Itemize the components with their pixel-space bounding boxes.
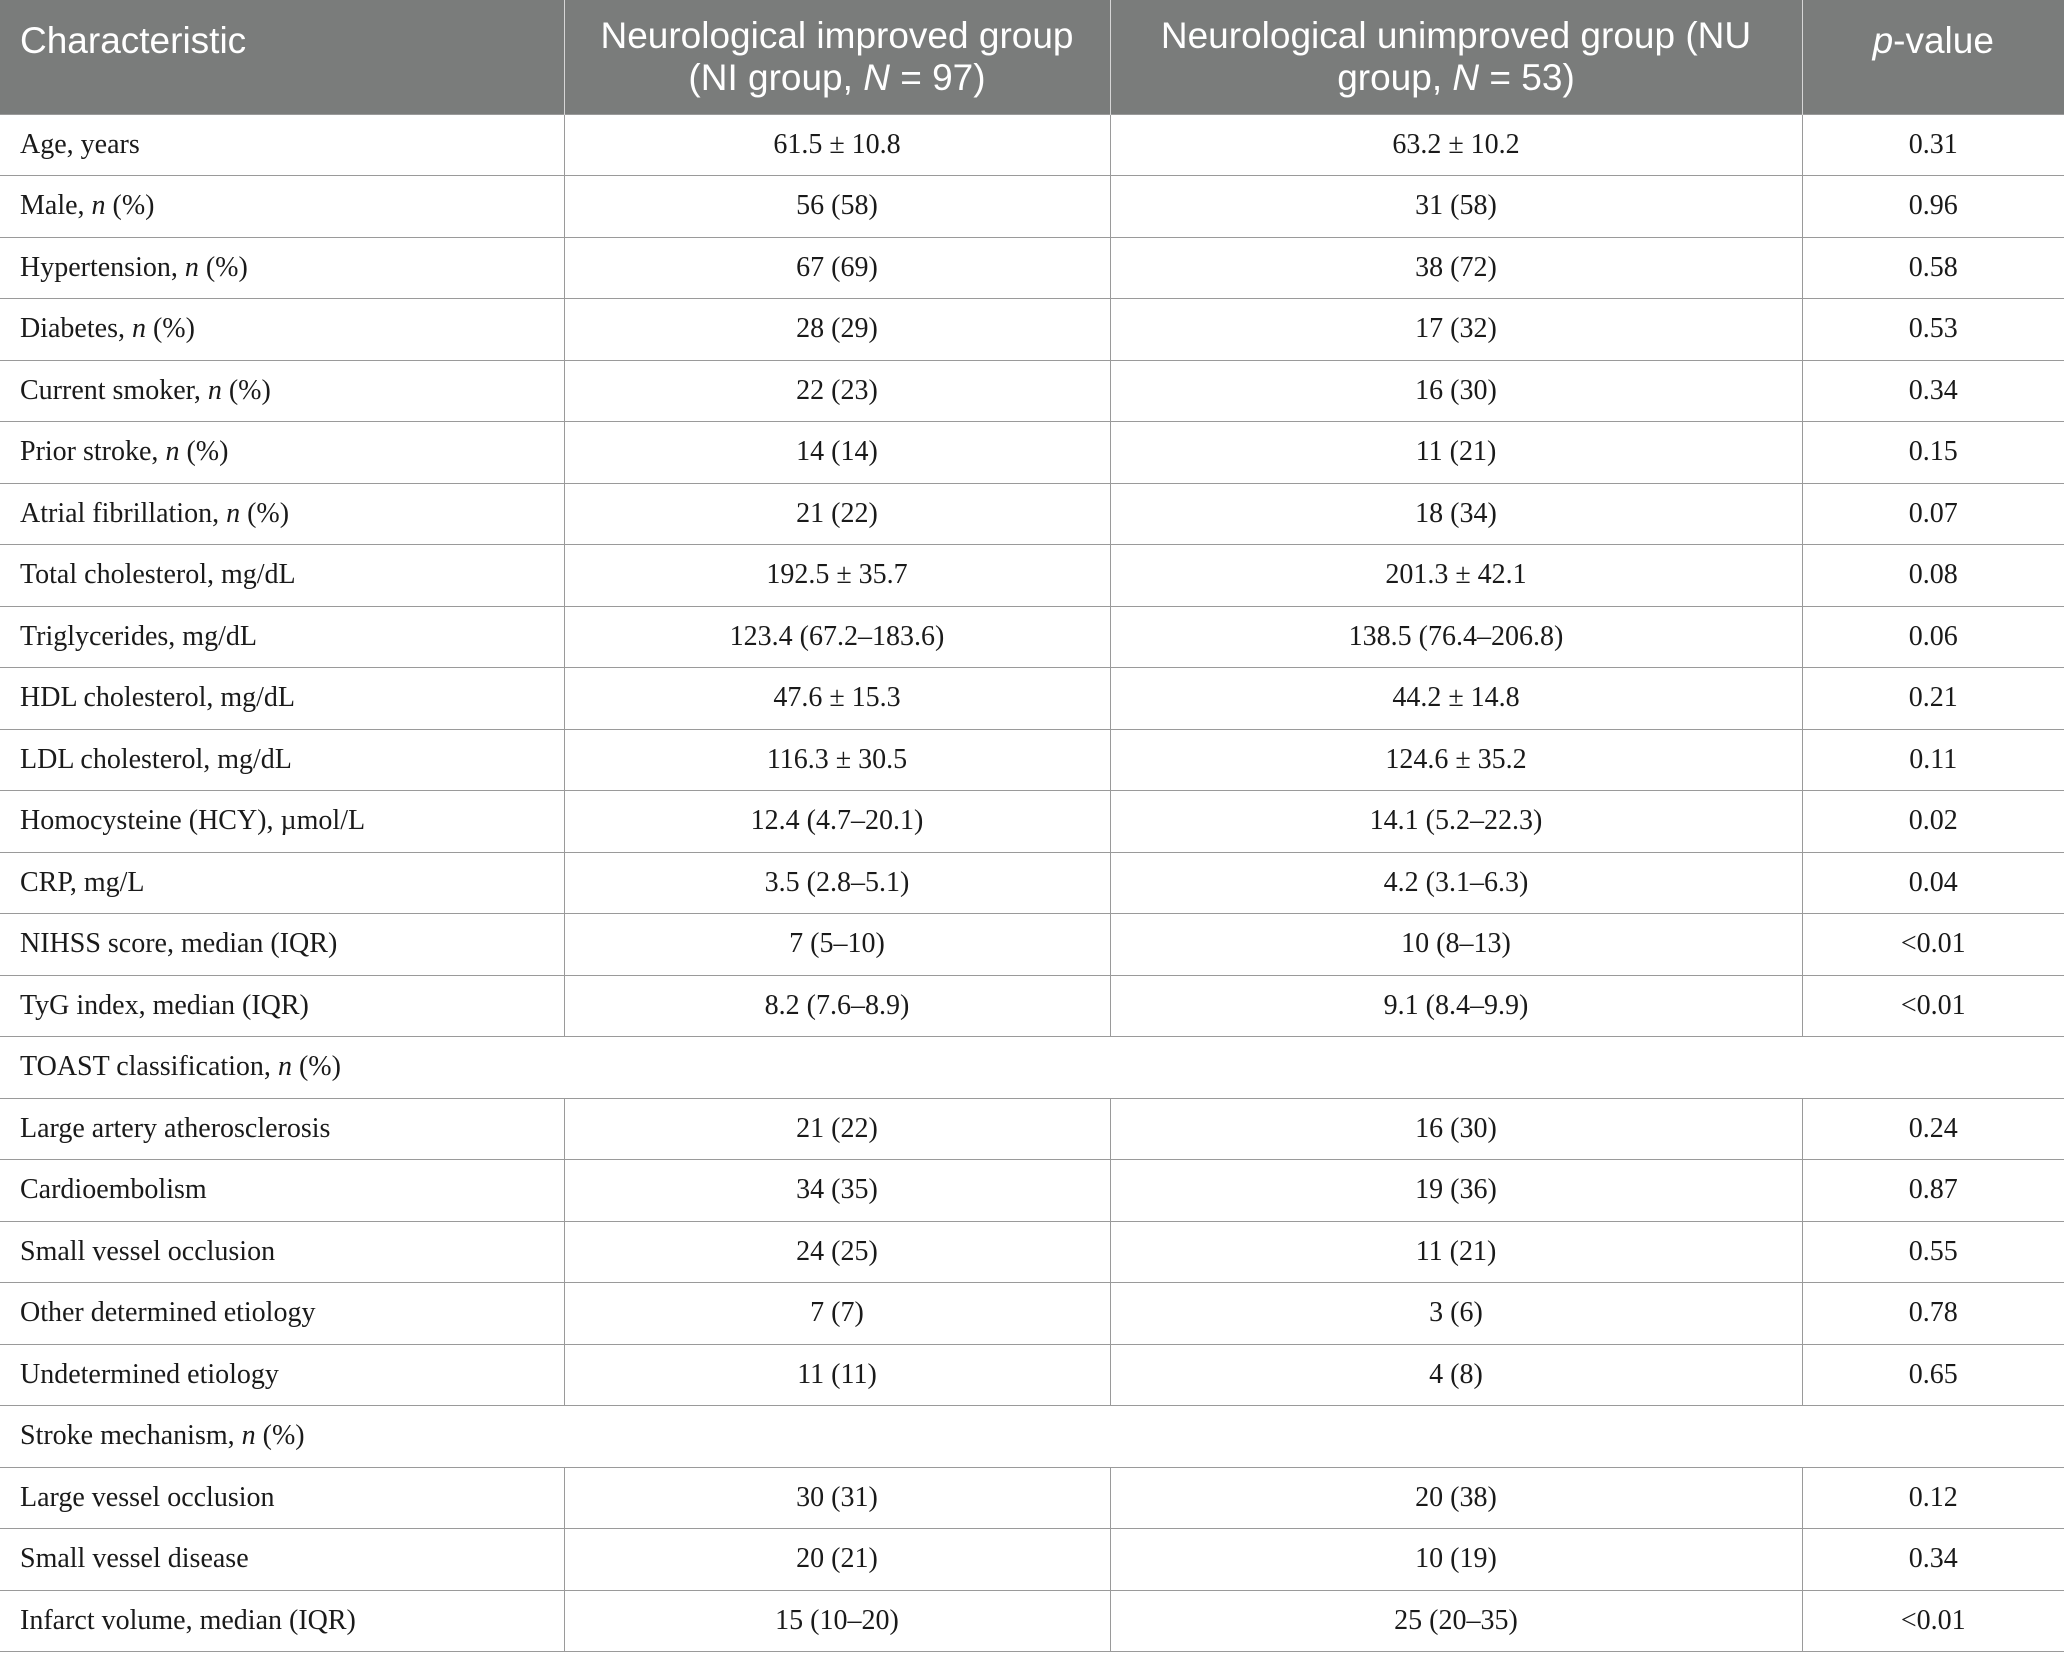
nu-group-value: 19 (36) — [1110, 1160, 1802, 1222]
p-value: 0.87 — [1802, 1160, 2064, 1222]
ni-group-value: 7 (7) — [564, 1283, 1110, 1345]
row-label: Small vessel occlusion — [0, 1221, 564, 1283]
row-label: Infarct volume, median (IQR) — [0, 1590, 564, 1652]
table-row — [0, 852, 2064, 914]
nu-group-value: 25 (20–35) — [1110, 1590, 1802, 1652]
ni-group-value: 3.5 (2.8–5.1) — [564, 852, 1110, 914]
row-label: Atrial fibrillation, n (%) — [0, 483, 564, 545]
nu-group-value: 3 (6) — [1110, 1283, 1802, 1345]
ni-group-value: 123.4 (67.2–183.6) — [564, 606, 1110, 668]
p-value: 0.24 — [1802, 1098, 2064, 1160]
table-row — [0, 606, 2064, 668]
row-label: Large vessel occlusion — [0, 1467, 564, 1529]
row-label: NIHSS score, median (IQR) — [0, 914, 564, 976]
table-row — [0, 299, 2064, 361]
ni-group-value: 14 (14) — [564, 422, 1110, 484]
p-value: 0.78 — [1802, 1283, 2064, 1345]
p-value: 0.96 — [1802, 176, 2064, 238]
ni-group-value: 21 (22) — [564, 1098, 1110, 1160]
ni-group-value: 67 (69) — [564, 237, 1110, 299]
row-label: Diabetes, n (%) — [0, 299, 564, 361]
header-ni-group: Neurological improved group (NI group, N = 97) — [564, 0, 1110, 114]
nu-group-value: 16 (30) — [1110, 360, 1802, 422]
table-row — [0, 1590, 2064, 1652]
ni-group-value: 22 (23) — [564, 360, 1110, 422]
table-row — [0, 545, 2064, 607]
p-value: <0.01 — [1802, 914, 2064, 976]
nu-group-value: 18 (34) — [1110, 483, 1802, 545]
header-nu-group: Neurological unimproved group (NU group, N = 53) — [1110, 0, 1802, 114]
nu-group-value: 10 (19) — [1110, 1529, 1802, 1591]
nu-group-value: 17 (32) — [1110, 299, 1802, 361]
row-label: Current smoker, n (%) — [0, 360, 564, 422]
ni-group-value: 116.3 ± 30.5 — [564, 729, 1110, 791]
table-section-row — [0, 1406, 2064, 1468]
header-p-value: p-value — [1802, 0, 2064, 114]
row-label: TyG index, median (IQR) — [0, 975, 564, 1037]
table-row — [0, 668, 2064, 730]
p-value: 0.34 — [1802, 1529, 2064, 1591]
nu-group-value: 63.2 ± 10.2 — [1110, 114, 1802, 176]
p-value: 0.34 — [1802, 360, 2064, 422]
table-body — [0, 114, 2064, 1652]
p-value: 0.15 — [1802, 422, 2064, 484]
p-value: 0.53 — [1802, 299, 2064, 361]
p-value: <0.01 — [1802, 975, 2064, 1037]
ni-group-value: 56 (58) — [564, 176, 1110, 238]
p-value: 0.65 — [1802, 1344, 2064, 1406]
p-value: 0.02 — [1802, 791, 2064, 853]
ni-group-value: 24 (25) — [564, 1221, 1110, 1283]
table-row — [0, 114, 2064, 176]
table-row — [0, 483, 2064, 545]
row-label: Homocysteine (HCY), µmol/L — [0, 791, 564, 853]
nu-group-value: 4.2 (3.1–6.3) — [1110, 852, 1802, 914]
ni-group-value: 47.6 ± 15.3 — [564, 668, 1110, 730]
ni-group-value: 61.5 ± 10.8 — [564, 114, 1110, 176]
nu-group-value: 124.6 ± 35.2 — [1110, 729, 1802, 791]
ni-group-value: 11 (11) — [564, 1344, 1110, 1406]
row-label: Male, n (%) — [0, 176, 564, 238]
ni-group-value: 8.2 (7.6–8.9) — [564, 975, 1110, 1037]
table-row — [0, 1160, 2064, 1222]
p-value: 0.21 — [1802, 668, 2064, 730]
nu-group-value: 14.1 (5.2–22.3) — [1110, 791, 1802, 853]
nu-group-value: 11 (21) — [1110, 422, 1802, 484]
nu-group-value: 38 (72) — [1110, 237, 1802, 299]
row-label: LDL cholesterol, mg/dL — [0, 729, 564, 791]
nu-group-value: 44.2 ± 14.8 — [1110, 668, 1802, 730]
p-value: 0.55 — [1802, 1221, 2064, 1283]
nu-group-value: 20 (38) — [1110, 1467, 1802, 1529]
ni-group-value: 15 (10–20) — [564, 1590, 1110, 1652]
row-label: Hypertension, n (%) — [0, 237, 564, 299]
table-section-row — [0, 1037, 2064, 1099]
ni-group-value: 7 (5–10) — [564, 914, 1110, 976]
ni-group-value: 34 (35) — [564, 1160, 1110, 1222]
row-label: CRP, mg/L — [0, 852, 564, 914]
p-value: 0.11 — [1802, 729, 2064, 791]
table-row — [0, 1467, 2064, 1529]
section-label: TOAST classification, n (%) — [0, 1037, 2064, 1099]
table-row — [0, 975, 2064, 1037]
table-row — [0, 176, 2064, 238]
table-row — [0, 1221, 2064, 1283]
ni-group-value: 28 (29) — [564, 299, 1110, 361]
row-label: Age, years — [0, 114, 564, 176]
p-value: 0.06 — [1802, 606, 2064, 668]
row-label: Small vessel disease — [0, 1529, 564, 1591]
table-row — [0, 1098, 2064, 1160]
table-row — [0, 1283, 2064, 1345]
nu-group-value: 16 (30) — [1110, 1098, 1802, 1160]
row-label: Large artery atherosclerosis — [0, 1098, 564, 1160]
p-value: 0.08 — [1802, 545, 2064, 607]
table-row — [0, 791, 2064, 853]
nu-group-value: 10 (8–13) — [1110, 914, 1802, 976]
row-label: Undetermined etiology — [0, 1344, 564, 1406]
p-value: 0.58 — [1802, 237, 2064, 299]
p-value: 0.31 — [1802, 114, 2064, 176]
ni-group-value: 20 (21) — [564, 1529, 1110, 1591]
header-row — [0, 0, 2064, 114]
nu-group-value: 31 (58) — [1110, 176, 1802, 238]
row-label: Total cholesterol, mg/dL — [0, 545, 564, 607]
nu-group-value: 201.3 ± 42.1 — [1110, 545, 1802, 607]
ni-group-value: 21 (22) — [564, 483, 1110, 545]
table-row — [0, 360, 2064, 422]
header-characteristic: Characteristic — [0, 0, 564, 114]
p-value: 0.12 — [1802, 1467, 2064, 1529]
table-row — [0, 422, 2064, 484]
ni-group-value: 30 (31) — [564, 1467, 1110, 1529]
nu-group-value: 9.1 (8.4–9.9) — [1110, 975, 1802, 1037]
row-label: Triglycerides, mg/dL — [0, 606, 564, 668]
p-value: 0.04 — [1802, 852, 2064, 914]
nu-group-value: 138.5 (76.4–206.8) — [1110, 606, 1802, 668]
section-label: Stroke mechanism, n (%) — [0, 1406, 2064, 1468]
row-label: Cardioembolism — [0, 1160, 564, 1222]
table-row — [0, 914, 2064, 976]
ni-group-value: 192.5 ± 35.7 — [564, 545, 1110, 607]
ni-group-value: 12.4 (4.7–20.1) — [564, 791, 1110, 853]
nu-group-value: 4 (8) — [1110, 1344, 1802, 1406]
table-header — [0, 0, 2064, 114]
row-label: HDL cholesterol, mg/dL — [0, 668, 564, 730]
table-row — [0, 1344, 2064, 1406]
table-row — [0, 237, 2064, 299]
table-row — [0, 1529, 2064, 1591]
p-value: 0.07 — [1802, 483, 2064, 545]
row-label: Other determined etiology — [0, 1283, 564, 1345]
table-row — [0, 729, 2064, 791]
row-label: Prior stroke, n (%) — [0, 422, 564, 484]
p-value: <0.01 — [1802, 1590, 2064, 1652]
nu-group-value: 11 (21) — [1110, 1221, 1802, 1283]
